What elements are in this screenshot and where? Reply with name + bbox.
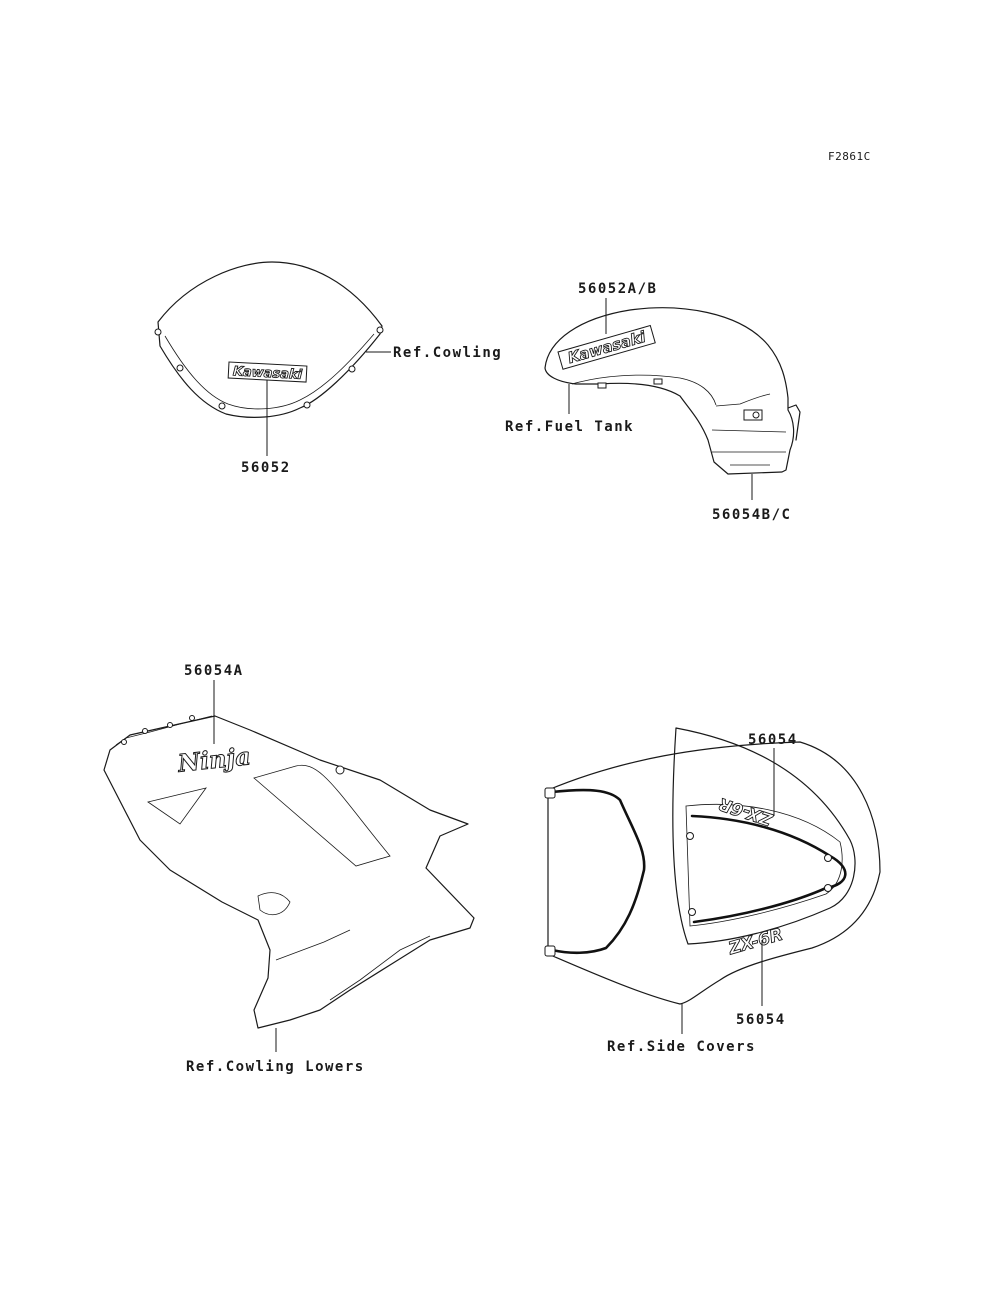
tail-stripe-seat: [692, 816, 845, 922]
tail-reference: Ref.Side Covers: [607, 1039, 756, 1055]
windshield-outline: [158, 262, 382, 417]
cowling-decal-text: Ninja: [176, 741, 253, 778]
windshield-part-number: 56052: [241, 460, 291, 476]
fuel-tank-part-number: 56052A/B: [578, 281, 658, 297]
windshield-decal: [228, 362, 307, 383]
cowling-part: [104, 663, 474, 1075]
windshield-reference: Ref.Cowling: [393, 345, 503, 361]
tail-lower-decal-text: ZX-6R: [726, 924, 786, 960]
tail-upper-decal-text: ZX-6R: [716, 793, 776, 830]
fuel-tank-outline: [545, 308, 794, 474]
figure-code: F2861C: [828, 150, 871, 163]
windshield-decal-text: Kawasaki: [232, 364, 303, 383]
fuel-tank-decal: [558, 326, 655, 370]
fuel-tank-part: [505, 281, 800, 523]
tail-outline: [548, 742, 880, 1004]
fuel-tank-decal-text: Kawasaki: [565, 327, 648, 368]
fuel-tank-reference: Ref.Fuel Tank: [505, 419, 635, 435]
cowling-reference: Ref.Cowling Lowers: [186, 1059, 365, 1075]
windshield-part: [155, 262, 502, 476]
tail-stripe-left: [552, 790, 644, 953]
tail-seat-panel-outline: [673, 728, 855, 944]
tail-lower-part-number: 56054: [736, 1012, 786, 1028]
tail-upper-part-number: 56054: [748, 732, 798, 748]
cowling-part-number: 56054A: [184, 663, 244, 679]
fuel-tank-lower-part-number: 56054B/C: [712, 507, 792, 523]
cowling-outline: [104, 716, 474, 1028]
tail-part: [545, 728, 880, 1055]
